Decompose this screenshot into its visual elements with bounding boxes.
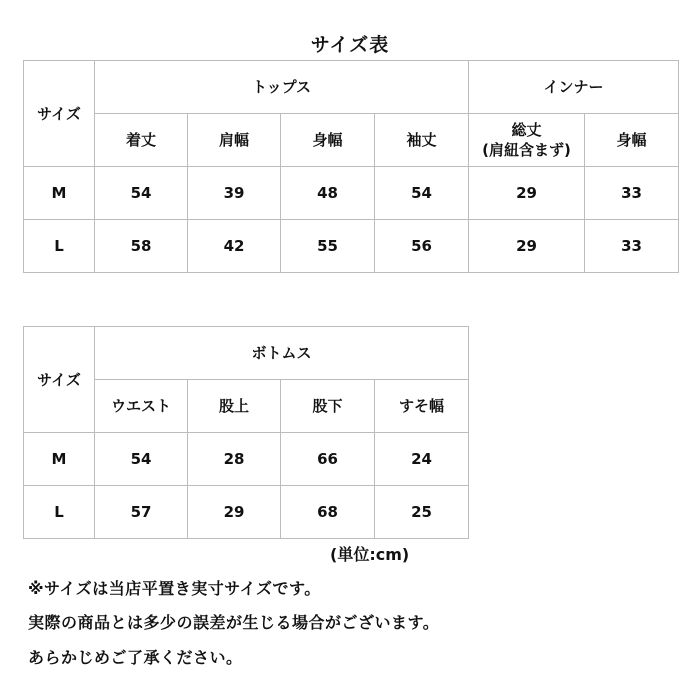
value-cell: 33 — [585, 220, 679, 273]
size-cell: L — [24, 220, 95, 273]
col-header-total-length-line2: (肩紐含まず) — [482, 141, 571, 159]
value-cell: 57 — [95, 486, 188, 539]
unit-note: (単位:cm) — [330, 545, 410, 564]
value-cell: 33 — [585, 167, 679, 220]
size-header: サイズ — [24, 327, 95, 433]
group-header-tops: トップス — [95, 61, 469, 114]
table-row — [24, 486, 469, 539]
size-table-bottoms — [23, 326, 469, 539]
value-cell: 29 — [469, 167, 585, 220]
value-cell: 58 — [95, 220, 188, 273]
value-cell: 54 — [375, 167, 469, 220]
table-row — [24, 433, 469, 486]
table-row — [24, 220, 679, 273]
note-line: ※サイズは当店平置き実寸サイズです。 — [28, 579, 321, 598]
value-cell: 29 — [469, 220, 585, 273]
value-cell: 29 — [188, 486, 281, 539]
col-header-rise: 股上 — [188, 380, 281, 433]
value-cell: 28 — [188, 433, 281, 486]
col-header-inseam: 股下 — [281, 380, 375, 433]
size-header: サイズ — [24, 61, 95, 167]
note-line: 実際の商品とは多少の誤差が生じる場合がございます。 — [28, 613, 440, 632]
group-header-bottoms: ボトムス — [95, 327, 469, 380]
value-cell: 68 — [281, 486, 375, 539]
size-table-tops-inner — [23, 60, 679, 273]
value-cell: 42 — [188, 220, 281, 273]
note-line: あらかじめご了承ください。 — [28, 648, 243, 667]
col-header-inner-width: 身幅 — [585, 114, 679, 167]
col-header-length: 着丈 — [95, 114, 188, 167]
value-cell: 54 — [95, 167, 188, 220]
value-cell: 66 — [281, 433, 375, 486]
size-cell: L — [24, 486, 95, 539]
col-header-total-length-line1: 総丈 — [511, 121, 542, 139]
page-title: サイズ表 — [310, 34, 390, 56]
value-cell: 56 — [375, 220, 469, 273]
col-header-sleeve: 袖丈 — [375, 114, 469, 167]
value-cell: 25 — [375, 486, 469, 539]
value-cell: 24 — [375, 433, 469, 486]
table-row — [24, 167, 679, 220]
group-header-inner: インナー — [469, 61, 679, 114]
col-header-total-length — [469, 114, 585, 167]
size-cell: M — [24, 167, 95, 220]
value-cell: 55 — [281, 220, 375, 273]
size-cell: M — [24, 433, 95, 486]
col-header-shoulder: 肩幅 — [188, 114, 281, 167]
value-cell: 54 — [95, 433, 188, 486]
col-header-hem-width: すそ幅 — [375, 380, 469, 433]
value-cell: 48 — [281, 167, 375, 220]
col-header-width: 身幅 — [281, 114, 375, 167]
col-header-waist: ウエスト — [95, 380, 188, 433]
value-cell: 39 — [188, 167, 281, 220]
